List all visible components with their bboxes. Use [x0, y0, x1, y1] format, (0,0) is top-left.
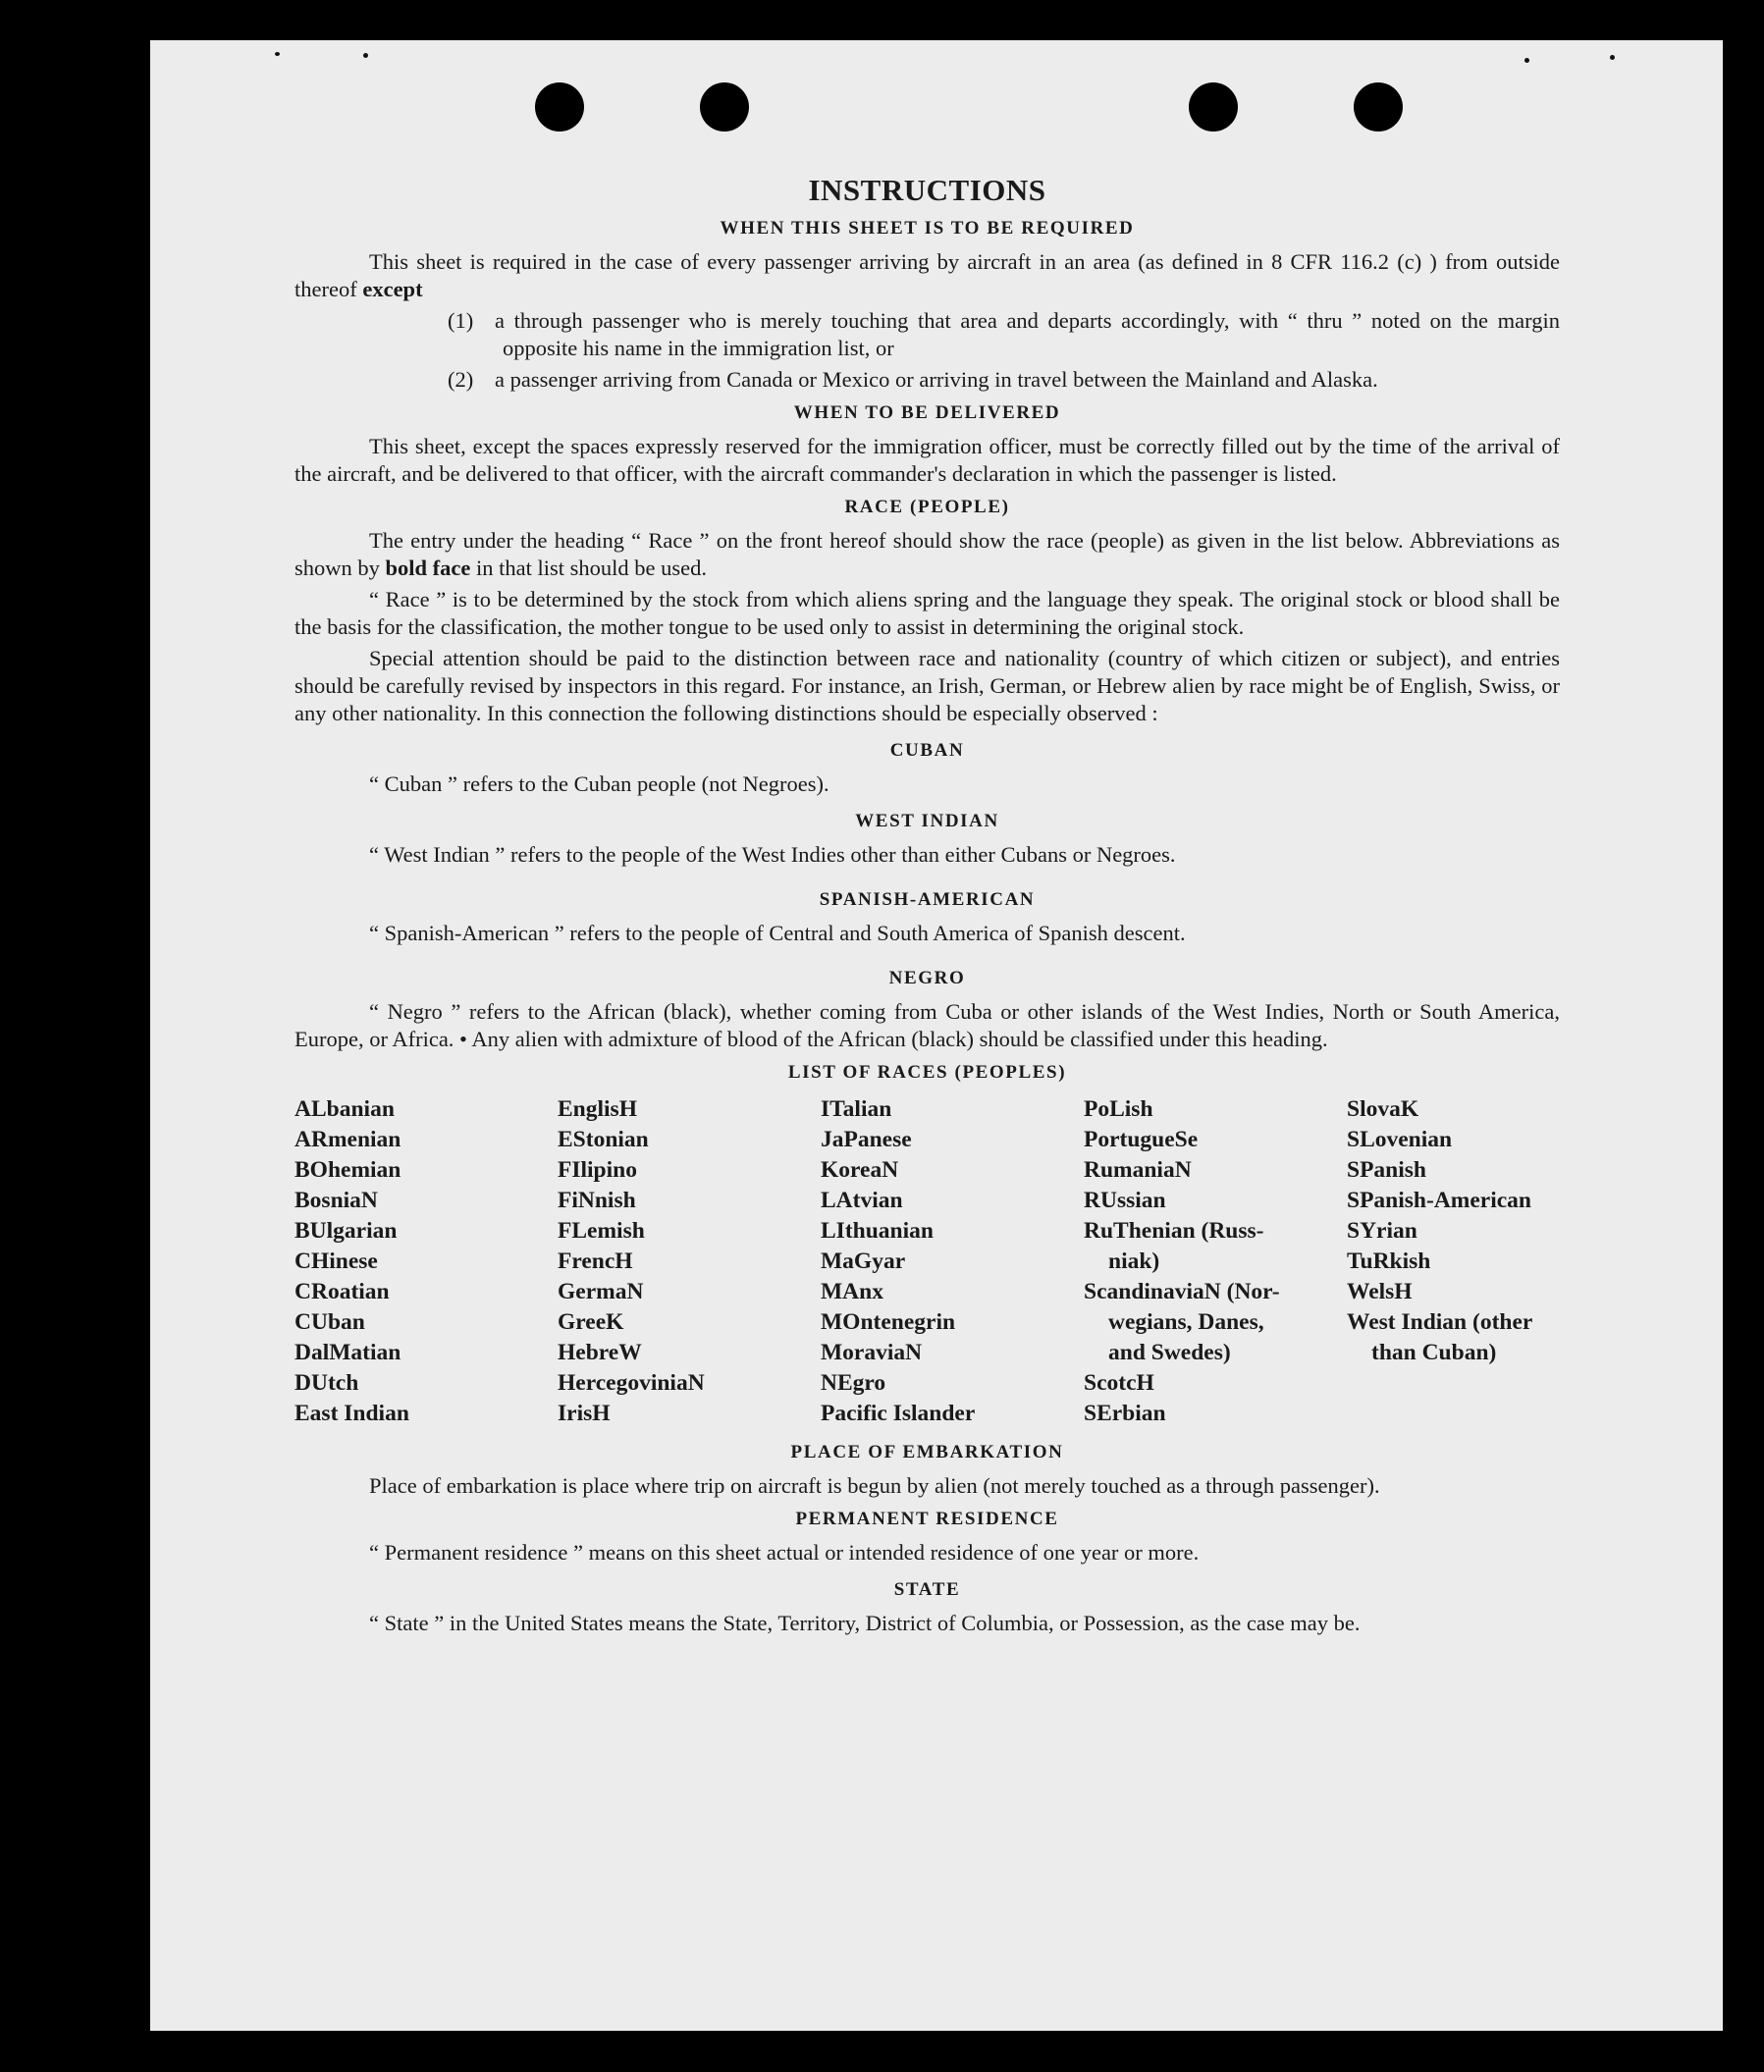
section-heading-spanish-american: SPANISH-AMERICAN	[819, 889, 1036, 910]
race-entry: LIthuanian	[821, 1218, 934, 1244]
race-entry: Pacific Islander	[821, 1401, 976, 1426]
race-entry: IrisH	[558, 1401, 611, 1426]
race-column	[821, 1094, 1084, 1429]
race-entry: and Swedes)	[1108, 1340, 1231, 1365]
speck-mark	[1610, 55, 1615, 60]
race-paragraph-1	[294, 527, 1560, 582]
item-text: a through passenger who is merely touching that area and departs accordingly, with “ thru ” noted on the margin opposite his name in the immigration list, or	[495, 308, 1560, 360]
race-p1-text: The entry under the heading “ Race ” on the front hereof should show the race (people) as given in the list below. Abbreviations as shown by	[294, 528, 1560, 580]
race-entry: than Cuban)	[1371, 1340, 1497, 1365]
race-entry: ALbanian	[294, 1096, 395, 1122]
race-entry: FiNnish	[558, 1188, 636, 1213]
race-entry: CHinese	[294, 1249, 378, 1274]
section-heading-race: RACE (PEOPLE)	[844, 497, 1010, 517]
punch-hole	[1189, 82, 1238, 132]
race-entry: FLemish	[558, 1218, 645, 1244]
item-number: (1)	[448, 308, 474, 333]
race-entry: PortugueSe	[1084, 1127, 1199, 1152]
section-heading-west-indian: WEST INDIAN	[855, 811, 999, 831]
section-heading-residence: PERMANENT RESIDENCE	[795, 1509, 1059, 1529]
section-heading-state: STATE	[893, 1579, 961, 1600]
section-heading-required: WHEN THIS SHEET IS TO BE REQUIRED	[720, 218, 1135, 239]
race-column	[1084, 1094, 1347, 1429]
race-entry: West Indian (other	[1347, 1309, 1533, 1335]
race-entry: FrencH	[558, 1249, 633, 1274]
race-entry: GreeK	[558, 1309, 624, 1335]
delivered-text: This sheet, except the spaces expressly reserved for the immigration officer, must be correctly filled out by the time of the arrival of the aircraft, and be delivered to that officer, with the aircraft commander's declaration in which the passenger is listed.	[294, 434, 1560, 486]
race-entry: MAnx	[821, 1279, 883, 1304]
punch-hole	[1354, 82, 1403, 132]
race-entry: BosniaN	[294, 1188, 378, 1213]
negro-text: “ Negro ” refers to the African (black), whether coming from Cuba or other islands of the West Indies, North or South America, Europe, or Africa. • Any alien with admixture of blood of the African (black) should be classified under this heading.	[294, 999, 1560, 1051]
section-heading-embarkation: PLACE OF EMBARKATION	[790, 1442, 1064, 1462]
race-entry: LAtvian	[821, 1188, 903, 1213]
race-paragraph-3: Special attention should be paid to the distinction between race and nationality (country of which citizen or subject), and entries should be carefully revised by inspectors in this regard. For instance, an Irish, German, or Hebrew alien by race might be of English, Swiss, or any other nationality. In this connection the following distinctions should be especially observed :	[294, 646, 1560, 725]
race-entry: MaGyar	[821, 1249, 906, 1274]
race-entry: SErbian	[1084, 1401, 1166, 1426]
race-paragraph-2: “ Race ” is to be determined by the stock from which aliens spring and the language they speak. The original stock or blood shall be the basis for the classification, the mother tongue to be used only to assist in determining the original stock.	[294, 587, 1560, 639]
race-entry: RuThenian (Russ-	[1084, 1218, 1264, 1244]
race-entry: JaPanese	[821, 1127, 912, 1152]
race-list	[294, 1094, 1560, 1429]
race-entry: MOntenegrin	[821, 1309, 956, 1335]
race-entry: East Indian	[294, 1401, 409, 1426]
race-entry: DUtch	[294, 1370, 359, 1396]
race-entry: ITalian	[821, 1096, 892, 1122]
race-entry: SPanish-American	[1347, 1188, 1531, 1213]
cuban-text: “ Cuban ” refers to the Cuban people (not Negroes).	[369, 771, 829, 796]
race-entry: EStonian	[558, 1127, 649, 1152]
race-p1-bold: bold face	[385, 556, 471, 580]
race-entry: SPanish	[1347, 1157, 1426, 1183]
race-column	[558, 1094, 821, 1429]
section-heading-delivered: WHEN TO BE DELIVERED	[793, 402, 1061, 423]
race-entry: SLovenian	[1347, 1127, 1453, 1152]
race-column	[294, 1094, 558, 1429]
residence-text: “ Permanent residence ” means on this sheet actual or intended residence of one year or more.	[369, 1540, 1200, 1565]
embarkation-text: Place of embarkation is place where trip on aircraft is begun by alien (not merely touched as a through passenger).	[369, 1473, 1380, 1498]
race-entry: WelsH	[1347, 1279, 1413, 1304]
race-entry: SlovaK	[1347, 1096, 1419, 1122]
required-intro	[294, 248, 1560, 303]
race-entry: NEgro	[821, 1370, 886, 1396]
document-page	[150, 40, 1723, 2031]
race-column	[1347, 1094, 1560, 1429]
required-item-2	[448, 366, 1560, 394]
race-entry: BOhemian	[294, 1157, 401, 1183]
instructions-body	[294, 174, 1560, 1637]
race-entry: MoraviaN	[821, 1340, 923, 1365]
section-heading-list-of-races: LIST OF RACES (PEOPLES)	[787, 1062, 1067, 1083]
section-heading-negro: NEGRO	[888, 968, 966, 988]
required-intro-except: except	[362, 277, 423, 301]
race-p1-tail: in that list should be used.	[470, 556, 708, 580]
race-entry: GermaN	[558, 1279, 644, 1304]
required-item-1	[448, 307, 1560, 362]
race-entry: BUlgarian	[294, 1218, 398, 1244]
item-number: (2)	[448, 367, 474, 392]
race-entry: HercegoviniaN	[558, 1370, 705, 1396]
race-entry: wegians, Danes,	[1108, 1309, 1264, 1335]
state-text: “ State ” in the United States means the State, Territory, District of Columbia, or Possession, as the case may be.	[369, 1611, 1361, 1635]
west-indian-text: “ West Indian ” refers to the people of the West Indies other than either Cubans or Negroes.	[369, 842, 1176, 867]
race-entry: EnglisH	[558, 1096, 637, 1122]
race-entry: FIlipino	[558, 1157, 637, 1183]
punch-hole	[700, 82, 749, 132]
race-entry: SYrian	[1347, 1218, 1417, 1244]
speck-mark	[363, 53, 368, 58]
page-title: INSTRUCTIONS	[808, 173, 1046, 207]
spanish-american-text: “ Spanish-American ” refers to the people of Central and South America of Spanish descent.	[369, 921, 1186, 945]
race-entry: CUban	[294, 1309, 365, 1335]
race-entry: RumaniaN	[1084, 1157, 1192, 1183]
race-entry: KoreaN	[821, 1157, 899, 1183]
speck-mark	[275, 52, 280, 56]
race-entry: ScandinaviaN (Nor-	[1084, 1279, 1280, 1304]
race-entry: PoLish	[1084, 1096, 1153, 1122]
section-heading-cuban: CUBAN	[889, 740, 965, 761]
race-entry: ScotcH	[1084, 1370, 1154, 1396]
race-entry: HebreW	[558, 1340, 642, 1365]
required-intro-text: This sheet is required in the case of every passenger arriving by aircraft in an area (as defined in 8 CFR 116.2 (c) ) from outside thereof	[294, 249, 1560, 301]
speck-mark	[1524, 58, 1529, 63]
race-entry: ARmenian	[294, 1127, 401, 1152]
item-text: a passenger arriving from Canada or Mexico or arriving in travel between the Mainland and Alaska.	[495, 367, 1378, 392]
race-entry: RUssian	[1084, 1188, 1166, 1213]
race-entry: CRoatian	[294, 1279, 390, 1304]
race-entry: niak)	[1108, 1249, 1160, 1274]
punch-hole	[535, 82, 584, 132]
race-entry: DalMatian	[294, 1340, 401, 1365]
race-entry: TuRkish	[1347, 1249, 1431, 1274]
